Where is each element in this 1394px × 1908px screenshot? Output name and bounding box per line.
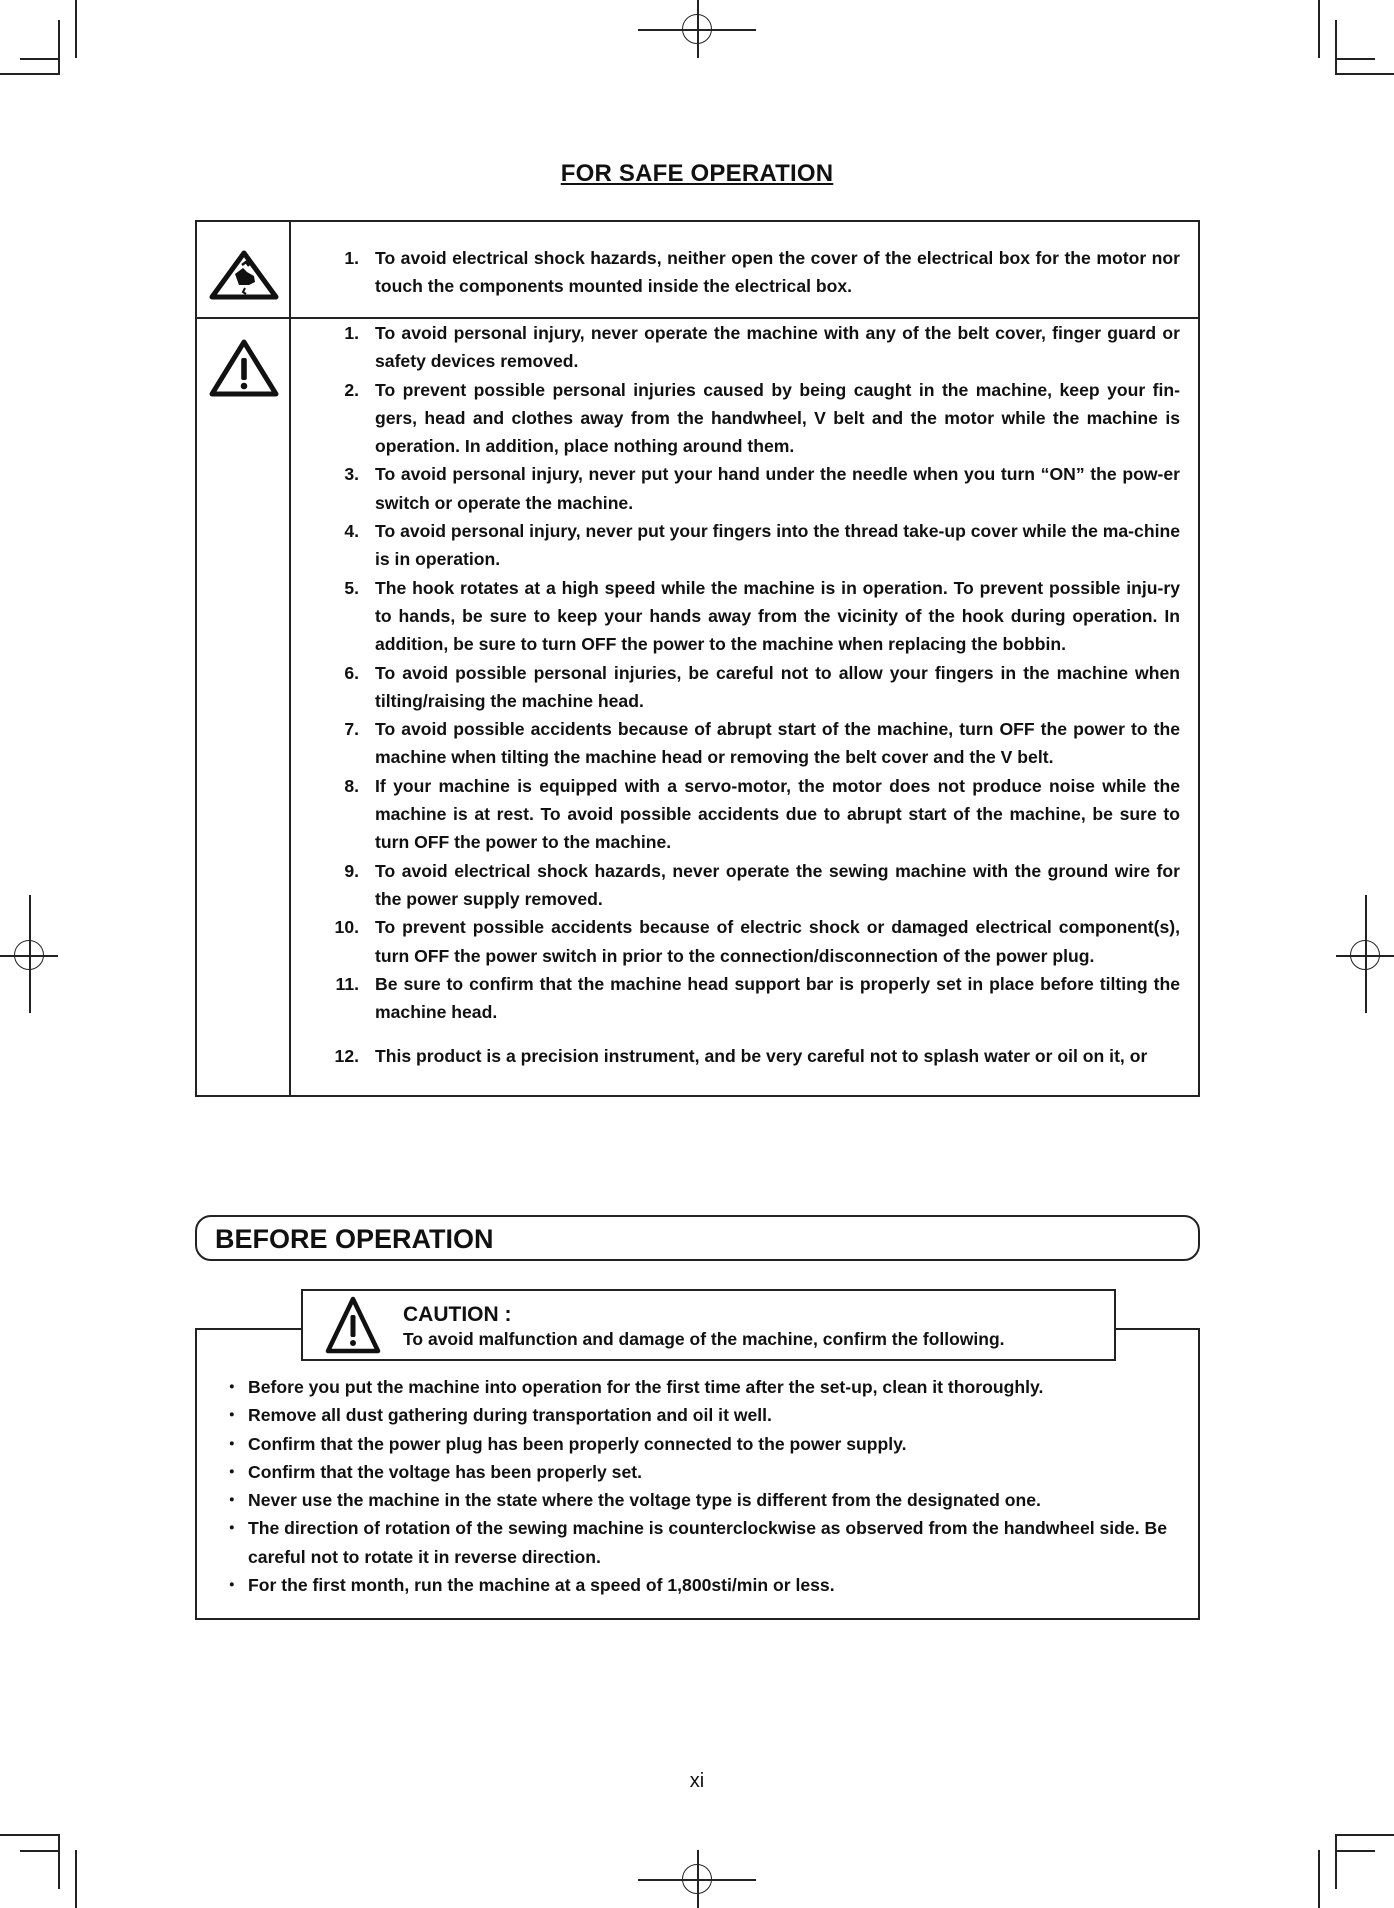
item-number: 1. [344, 323, 359, 343]
item-text: Confirm that the power plug has been properly connected to the power supply. [248, 1433, 907, 1454]
bullet-marker: ・ [223, 1405, 241, 1426]
item-number: 7. [344, 719, 359, 740]
safety-item [315, 319, 1180, 376]
item-number: 9. [344, 860, 359, 881]
item-number: 1. [344, 248, 359, 268]
table-column-divider [289, 222, 291, 1095]
item-text: To avoid personal injury, never put your hand under the needle when you turn “ON” the pow-er switch or operate the machine. [375, 464, 1180, 513]
electrical-shock-hazard-icon [209, 250, 279, 305]
bullet-marker: ・ [223, 1518, 241, 1539]
item-number: 5. [344, 577, 359, 598]
general-safety-list [315, 319, 1180, 1071]
item-text: Before you put the machine into operation for the first time after the set-up, clean it thoroughly. [248, 1377, 1044, 1397]
caution-box [301, 1289, 1116, 1361]
item-number: 10. [334, 917, 359, 938]
list-item [220, 1486, 1190, 1514]
item-text: This product is a precision instrument, and be very careful not to splash water or oil on it, or [375, 1046, 1148, 1067]
page-title: FOR SAFE OPERATION [560, 160, 834, 187]
item-number: 8. [344, 775, 359, 796]
safety-item [315, 460, 1180, 517]
electrical-safety-list [315, 244, 1180, 301]
warning-exclamation-icon [209, 338, 279, 403]
safety-item [315, 376, 1180, 461]
item-number: 12. [334, 1046, 359, 1067]
safety-item [315, 715, 1180, 772]
item-text: The hook rotates at a high speed while the machine is in operation. To prevent possible inju-ry to hands, be sure to keep your hands away from the vicinity of the hook during operation. In addition, be sure to turn OFF the power to the machine when replacing the bobbin. [375, 577, 1180, 655]
item-text: To prevent possible accidents because of electric shock or damaged electrical component(s), turn OFF the power switch in prior to the connection/disconnection of the power plug. [375, 917, 1180, 966]
safety-item [315, 1042, 1180, 1070]
caution-exclamation-icon [325, 1295, 381, 1360]
safety-item [315, 574, 1180, 659]
list-item [220, 1458, 1190, 1486]
list-item [220, 1571, 1190, 1599]
item-number: 6. [344, 662, 359, 683]
safety-item [315, 970, 1180, 1027]
caution-text: To avoid malfunction and damage of the machine, confirm the following. [403, 1329, 1005, 1349]
safety-table [195, 220, 1200, 1097]
bullet-marker: ・ [223, 1377, 241, 1397]
item-text: To avoid possible accidents because of abrupt start of the machine, turn OFF the power to the machine when tilting the machine head or removing the belt cover and the V belt. [375, 719, 1180, 768]
safety-item [315, 517, 1180, 574]
safety-item [315, 913, 1180, 970]
bullet-marker: ・ [223, 1490, 241, 1511]
item-number: 3. [344, 464, 359, 485]
safety-item [315, 244, 1180, 301]
safety-item [315, 857, 1180, 914]
item-number: 2. [344, 379, 359, 400]
list-item [220, 1401, 1190, 1429]
item-text: For the first month, run the machine at a speed of 1,800sti/min or less. [248, 1575, 835, 1596]
item-text: The direction of rotation of the sewing machine is counterclockwise as observed from the handwheel side. Be careful not to rotate it in reverse direction. [248, 1518, 1167, 1567]
safety-item [315, 659, 1180, 716]
item-text: Confirm that the voltage has been properly set. [248, 1461, 642, 1482]
before-operation-list [220, 1373, 1190, 1599]
page-number: xi [689, 1770, 705, 1792]
before-operation-header [195, 1215, 1200, 1261]
item-text: If your machine is equipped with a servo-motor, the motor does not produce noise while the machine is at rest. To avoid possible accidents due to abrupt start of the machine, be sure to turn OFF the power to the machine. [375, 775, 1180, 853]
item-text: Never use the machine in the state where the voltage type is different from the designated one. [248, 1490, 1041, 1511]
list-item [220, 1430, 1190, 1458]
bullet-marker: ・ [223, 1461, 241, 1482]
list-item [220, 1514, 1190, 1571]
item-text: To avoid electrical shock hazards, neither open the cover of the electrical box for the motor nor touch the components mounted inside the electrical box. [375, 248, 1180, 297]
item-text: To avoid personal injury, never put your fingers into the thread take-up cover while the ma-chine is in operation. [375, 521, 1180, 570]
bullet-marker: ・ [223, 1433, 241, 1454]
item-text: Be sure to confirm that the machine head support bar is properly set in place before tilting the machine head. [375, 973, 1180, 1023]
item-text: To avoid electrical shock hazards, never operate the sewing machine with the ground wire for the power supply removed. [375, 860, 1180, 909]
caution-title: CAUTION : [403, 1303, 512, 1326]
item-text: To avoid personal injury, never operate the machine with any of the belt cover, finger guard or safety devices removed. [375, 323, 1180, 372]
item-number: 4. [344, 521, 359, 542]
list-item [220, 1373, 1190, 1401]
item-text: To prevent possible personal injuries caused by being caught in the machine, keep your fin-gers, head and clothes away from the handwheel, V belt and the motor while the machine is operation. In addition, place nothing around them. [375, 379, 1180, 457]
item-number: 11. [335, 973, 359, 994]
section-heading: BEFORE OPERATION [215, 1224, 494, 1254]
item-text: To avoid possible personal injuries, be careful not to allow your fingers in the machine when tilting/raising the machine head. [375, 662, 1180, 711]
item-text: Remove all dust gathering during transportation and oil it well. [248, 1405, 772, 1426]
bullet-marker: ・ [223, 1575, 241, 1596]
safety-item [315, 772, 1180, 857]
